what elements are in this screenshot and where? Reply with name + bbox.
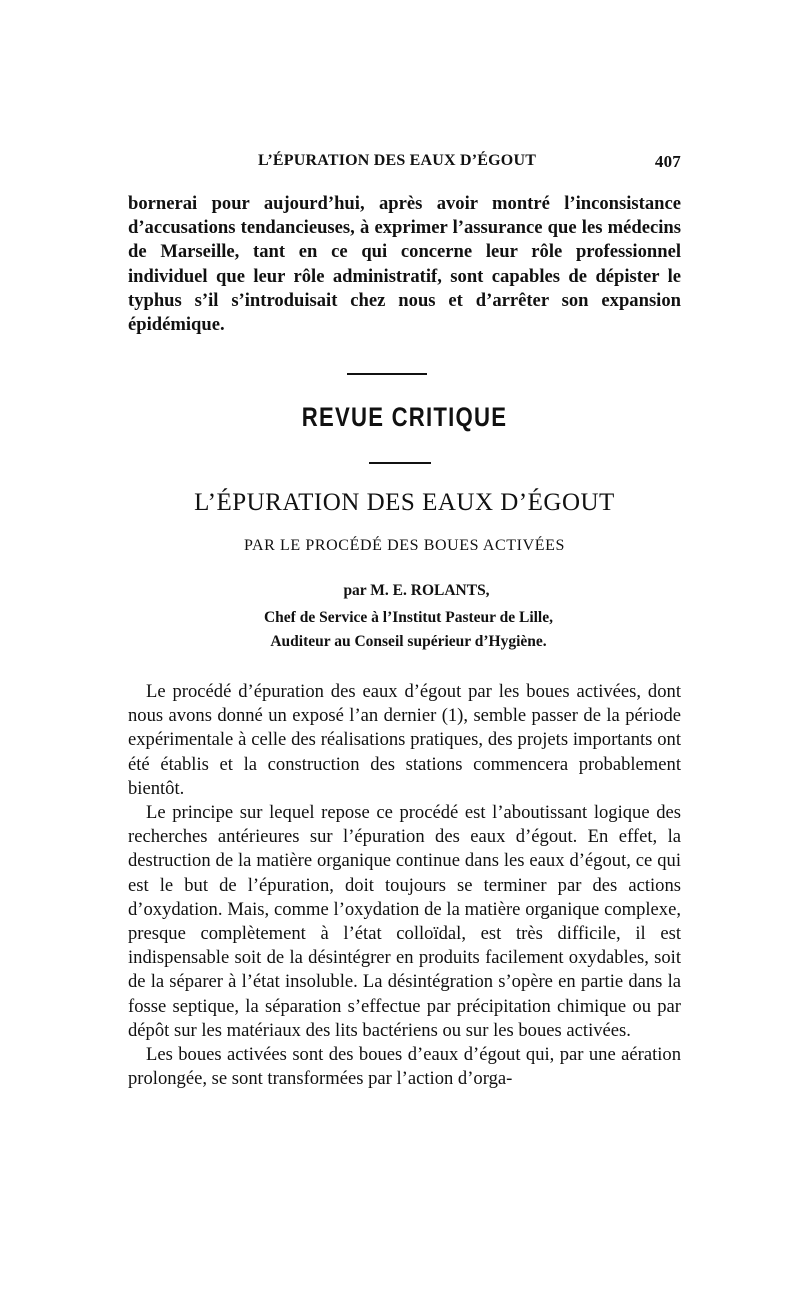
body-paragraph: Les boues activées sont des boues d’eaux d’égout qui, par une aération prolongée, se sont transformées par l’action d’orga- [128,1044,681,1090]
section-heading: REVUE CRITIQUE [301,402,508,432]
author-affiliation-1: Chef de Service à l’Institut Pasteur de Lille, [263,609,553,626]
running-head-title: L’ÉPURATION DES EAUX D’ÉGOUT [258,152,537,169]
page-number: 407 [654,152,681,171]
author-affiliation-2: Auditeur au Conseil supérieur d’Hygiène. [270,633,547,650]
body-paragraph: Le principe sur lequel repose ce procédé est l’aboutissant logique des recherches antérieures sur l’épuration des eaux d’égout. En effet, la destruction de la matière organique continue dans les eaux d’égout, ce qui est le but de l’épuration, doit toujours se terminer par des actions d’oxydation. Mais, comme l’oxydation de la matière organique complexe, presque complètement à l’état colloïdal, est très difficile, il est indispensable soit de la désintégrer en produits facilement oxydables, soit de la séparer à l’état insoluble. La désintégration s’opère en partie dans la fosse septique, la séparation s’effectue par précipitation chimique ou par dépôt sur les matériaux des lits bactériens ou sur les boues activées. [128,802,681,1041]
section-divider-top [347,373,427,375]
article-subtitle: PAR LE PROCÉDÉ DES BOUES ACTIVÉES [243,537,566,554]
continuation-paragraph: bornerai pour aujourd’hui, après avoir montré l’inconsistance d’accusations tendancieuses, à exprimer l’assurance que les médecins de Marseille, tant en ce qui concerne leur rôle professionnel individuel que leur rôle administratif, sont capables de dépister le typhus s’il s’introduisait chez nous et d’arrêter son expansion épidémique. [128,193,681,336]
section-divider-bottom [369,462,431,464]
running-head [128,152,681,176]
article-body [128,680,681,1091]
author-byline: par M. E. ROLANTS, [343,582,490,599]
article-title: L’ÉPURATION DES EAUX D’ÉGOUT [194,489,615,516]
body-paragraph: Le procédé d’épuration des eaux d’égout par les boues activées, dont nous avons donné un exposé l’an dernier (1), semble passer de la période expérimentale à celle des réalisations pratiques, des projets importants ont été établis et la construction des stations commencera probablement bientôt. [128,681,681,799]
continuation-paragraph-block [128,192,681,337]
